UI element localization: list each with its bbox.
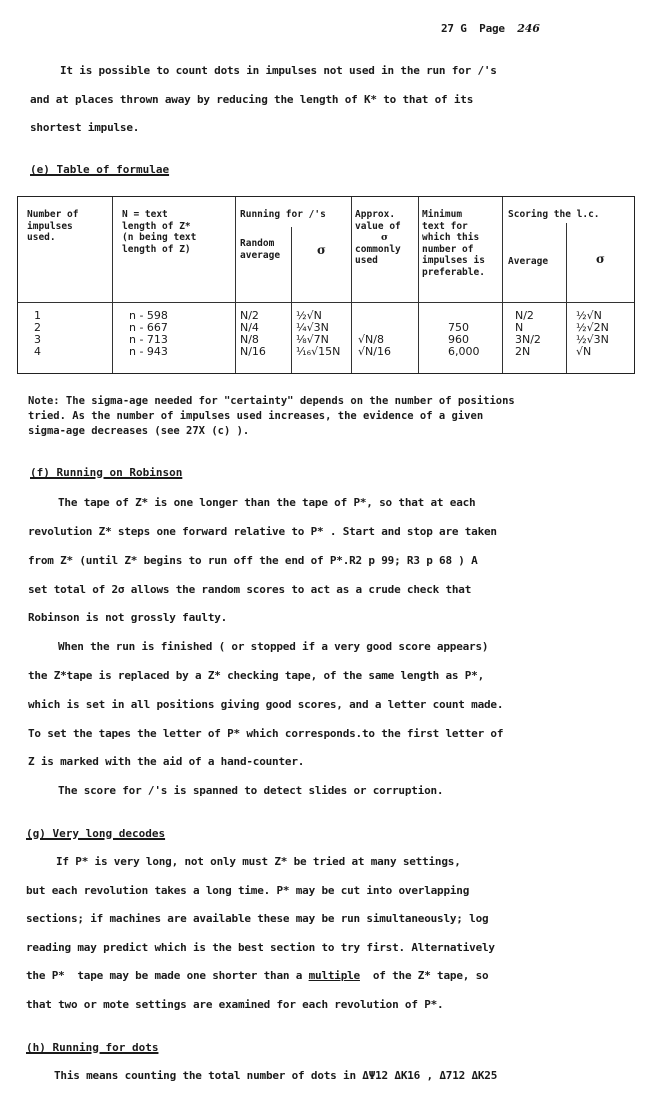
header-line: length of Z) xyxy=(122,243,191,255)
g-line5 xyxy=(26,969,488,982)
formulae-table xyxy=(17,196,635,374)
g-line3: sections; if machines are available these may be run simultaneously; log xyxy=(26,912,489,925)
cell-lc-sigma: ½√N xyxy=(576,309,602,322)
cell-text-length: n - 713 xyxy=(129,333,168,346)
note-line-3: sigma-age decreases (see 27X (c) ). xyxy=(28,425,250,437)
cell-random-average: N/4 xyxy=(240,321,259,334)
cell-impulses: 3 xyxy=(34,333,41,346)
f-para1-line5: Robinson is not grossly faulty. xyxy=(28,611,228,624)
cell-lc-average: 3N/2 xyxy=(515,333,541,346)
f-para1-line2: revolution Z* steps one forward relative to P* . Start and stop are taken xyxy=(28,525,497,538)
table-header-divider xyxy=(18,302,634,303)
g-line1: If P* is very long, not only must Z* be tried at many settings, xyxy=(56,855,461,868)
header-running-group: Running for /'s xyxy=(240,209,326,220)
intro-line-2: and at places thrown away by reducing the length of K* to that of its xyxy=(30,93,474,106)
cell-minimum: 6,000 xyxy=(448,345,480,358)
section-f-heading: (f) Running on Robinson xyxy=(30,466,183,479)
cell-text-length: n - 943 xyxy=(129,345,168,358)
f-para2-line5: Z is marked with the aid of a hand-counter. xyxy=(28,755,305,768)
header-line: Minimum xyxy=(422,209,463,220)
cell-sigma: ½√N xyxy=(296,309,322,322)
g-line5-end: of the Z* tape, so xyxy=(359,969,489,982)
page-number: 246 xyxy=(517,22,540,35)
h-line1: This means counting the total number of dots in ΔΨ12 ΔK16 , Δ712 ΔK25 xyxy=(54,1069,498,1082)
cell-approx: √N/8 xyxy=(358,333,384,346)
cell-text-length: n - 598 xyxy=(129,309,168,322)
header-lc-sigma: σ xyxy=(596,252,605,266)
table-divider xyxy=(566,223,567,373)
g-line6: that two or mote settings are examined for each revolution of P*. xyxy=(26,998,444,1011)
f-para1-line4: set total of 2σ allows the random scores to act as a crude check that xyxy=(28,583,472,596)
emphasis-multiple: multiple xyxy=(308,969,360,982)
table-divider xyxy=(235,197,236,373)
header-line: Random xyxy=(240,238,275,249)
header-line: average xyxy=(240,249,281,261)
g-line5-start: the P* tape may be made one shorter than a xyxy=(26,969,309,982)
section-e-heading: (e) Table of formulae xyxy=(30,163,170,176)
header-impulses xyxy=(27,209,78,244)
header-line: value of xyxy=(355,220,401,232)
header-average: Average xyxy=(508,256,549,267)
cell-lc-average: N xyxy=(515,321,524,334)
header-sigma: σ xyxy=(317,243,326,257)
f-para2-line3: which is set in all positions giving good scores, and a letter count made. xyxy=(28,698,504,711)
cell-random-average: N/16 xyxy=(240,345,266,358)
cell-sigma: ¼√3N xyxy=(296,321,329,334)
intro-line-3: shortest impulse. xyxy=(30,121,140,134)
header-line: which this xyxy=(422,232,480,243)
header-line: σ xyxy=(381,232,389,243)
cell-lc-sigma: ½√2N xyxy=(576,321,609,334)
cell-approx: √N/16 xyxy=(358,345,391,358)
f-para2-line2: the Z*tape is replaced by a Z* checking tape, of the same length as P*, xyxy=(28,669,485,682)
header-line: used. xyxy=(27,232,56,243)
header-approx xyxy=(355,209,401,267)
cell-text-length: n - 667 xyxy=(129,321,168,334)
header-line: preferable. xyxy=(422,266,485,278)
intro-line-1: It is possible to count dots in impulses not used in the run for /'s xyxy=(60,64,497,77)
header-line: impulses xyxy=(27,220,73,232)
header-line: Number of xyxy=(27,209,79,220)
header-line: Approx. xyxy=(355,209,396,220)
cell-random-average: N/8 xyxy=(240,333,259,346)
document-ref: 27 G xyxy=(441,22,467,35)
section-g-heading: (g) Very long decodes xyxy=(26,827,166,840)
f-para2-line1: When the run is finished ( or stopped if a very good score appears) xyxy=(58,640,489,653)
f-para3-line1: The score for /'s is spanned to detect slides or corruption. xyxy=(58,784,444,797)
cell-sigma: ⅛√7N xyxy=(296,333,329,346)
header-line: impulses is xyxy=(422,255,485,266)
header-minimum xyxy=(422,209,485,278)
table-divider xyxy=(418,197,419,373)
header-line: N = text xyxy=(122,209,168,220)
f-para1-line1: The tape of Z* is one longer than the tape of P*, so that at each xyxy=(58,496,476,509)
table-divider xyxy=(351,197,352,373)
cell-lc-average: 2N xyxy=(515,345,531,358)
cell-lc-sigma: √N xyxy=(576,345,592,358)
header-scoring-group: Scoring the l.c. xyxy=(508,209,600,220)
g-line2: but each revolution takes a long time. P* may be cut into overlapping xyxy=(26,884,470,897)
note-line-1: Note: The sigma-age needed for "certainty" depends on the number of positions xyxy=(28,395,515,407)
header-random-average xyxy=(240,238,280,261)
cell-impulses: 1 xyxy=(34,309,41,322)
header-line: (n being text xyxy=(122,232,197,243)
cell-lc-average: N/2 xyxy=(515,309,534,322)
cell-random-average: N/2 xyxy=(240,309,259,322)
cell-impulses: 4 xyxy=(34,345,41,358)
header-line: text for xyxy=(422,220,468,232)
page-word: Page xyxy=(479,22,505,35)
cell-sigma: ¹⁄₁₆√15N xyxy=(296,345,341,358)
section-h-heading: (h) Running for dots xyxy=(26,1041,159,1054)
header-line: used xyxy=(355,255,378,266)
g-line4: reading may predict which is the best section to try first. Alternatively xyxy=(26,941,495,954)
cell-minimum: 750 xyxy=(448,321,469,334)
table-divider xyxy=(112,197,113,373)
table-divider xyxy=(502,197,503,373)
header-text-length xyxy=(122,209,196,255)
header-line: commonly xyxy=(355,243,401,255)
header-line: length of Z* xyxy=(122,220,191,232)
page-header xyxy=(441,22,540,35)
f-para1-line3: from Z* (until Z* begins to run off the end of P*.R2 p 99; R3 p 68 ) A xyxy=(28,554,478,567)
cell-lc-sigma: ½√3N xyxy=(576,333,609,346)
table-divider xyxy=(291,227,292,373)
header-line: number of xyxy=(422,243,474,255)
note-line-2: tried. As the number of impulses used increases, the evidence of a given xyxy=(28,410,484,422)
cell-impulses: 2 xyxy=(34,321,41,334)
f-para2-line4: To set the tapes the letter of P* which corresponds.to the first letter of xyxy=(28,727,504,740)
cell-minimum: 960 xyxy=(448,333,469,346)
